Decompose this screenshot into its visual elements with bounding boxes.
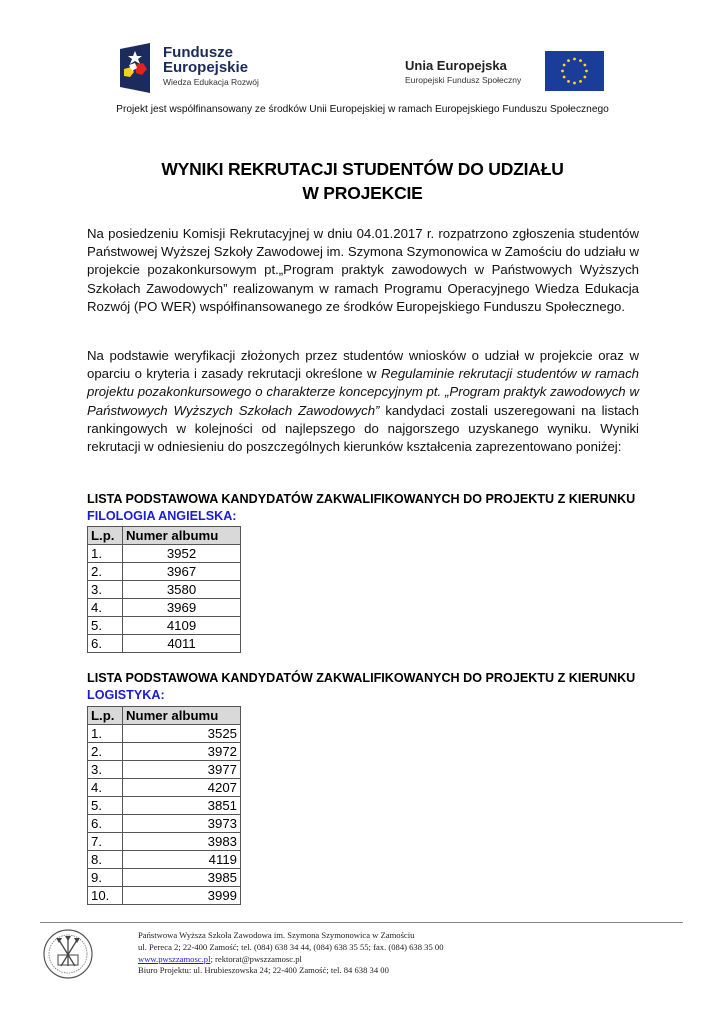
table-row [88,869,241,887]
eu-star-icon [583,76,586,79]
table-row [88,617,241,635]
footer-divider [40,922,683,923]
intro-paragraph: Na posiedzeniu Komisji Rekrutacyjnej w dniu 04.01.2017 r. rozpatrzono zgłoszenia studentów Państwowej Wyższej Szkoły Zawodowej im. Szymona Szymonowica w Zamościu do udziału w projekcie pozakonkursowym pt.„Program praktyk zawodowych w Państwowych Wyższych Szkołach Zawodowych” realizowanym w ramach Programu Operacyjnego Wiedza Edukacja Rozwój (PO WER) współfinansowanego ze środków Europejskiego Funduszu Społecznego. [87,226,639,314]
table-row [88,635,241,653]
row-number: 3. [88,581,123,599]
eu-star-icon [567,80,570,83]
criteria-text-1: Na podstawie weryfikacji złożonych przez studentów wniosków o udział w projekcie oraz w oparciu o kryteria i zasady rekrutacji określone w [87,348,639,382]
fundusze-europejskie-flag-icon [117,43,151,93]
table-row [88,599,241,617]
table-row [88,815,241,833]
table-header-row [88,707,241,725]
university-emblem-icon [42,928,94,980]
criteria-text-2: kandydaci zostali uszeregowani na listach rankingowych w kolejności od najlepszego do najgorszego uzyskanego wyniku. Wyniki rekrutacji w odniesieniu do poszczególnych kierunków kształcenia zaprezentowano poniżej: [87,402,639,455]
row-number: 5. [88,797,123,815]
row-number: 2. [88,743,123,761]
row-number: 10. [88,887,123,905]
page-title [0,157,725,205]
list-heading-text: LISTA PODSTAWOWA KANDYDATÓW ZAKWALIFIKOWANYCH DO PROJEKTU Z KIERUNKU [87,671,636,685]
row-number: 9. [88,869,123,887]
album-number: 4011 [123,635,241,653]
album-number: 3973 [123,815,241,833]
table-row [88,725,241,743]
results-table-logistyka [87,706,241,905]
eu-logo-text [405,58,521,85]
field-name: LOGISTYKA: [87,687,165,702]
row-number: 7. [88,833,123,851]
album-number: 3969 [123,599,241,617]
album-number: 4119 [123,851,241,869]
footer-institution: Państwowa Wyższa Szkoła Zawodowa im. Szymona Szymonowica w Zamościu [138,930,415,940]
row-number: 8. [88,851,123,869]
album-number: 3983 [123,833,241,851]
eu-flag-icon [545,51,604,91]
eu-star-icon [573,82,576,85]
eu-star-icon [563,76,566,79]
footer-contact: ul. Pereca 2; 22-400 Zamość; tel. (084) 638 34 44, (084) 638 35 55; fax. (084) 638 35 00 [138,941,444,952]
eu-star-icon [583,64,586,67]
fe-logo-subtitle: Wiedza Edukacja Rozwój [163,77,259,87]
eu-star-icon [585,70,588,73]
album-number: 3851 [123,797,241,815]
album-number: 3999 [123,887,241,905]
album-number: 3972 [123,743,241,761]
column-header-lp: L.p. [88,707,123,725]
list-heading-filologia [87,491,639,524]
page-title-line1: WYNIKI REKRUTACJI STUDENTÓW DO UDZIAŁU [161,159,564,179]
eu-star-icon [561,70,564,73]
row-number: 3. [88,761,123,779]
table-row [88,761,241,779]
table-row [88,743,241,761]
album-number: 3967 [123,563,241,581]
column-header-album: Numer albumu [123,527,241,545]
album-number: 3580 [123,581,241,599]
fundusze-europejskie-logo [117,43,287,93]
album-number: 3525 [123,725,241,743]
eu-star-icon [563,64,566,67]
website-link[interactable]: www.pwszzamosc.pl [138,953,211,964]
list-heading-text: LISTA PODSTAWOWA KANDYDATÓW ZAKWALIFIKOWANYCH DO PROJEKTU Z KIERUNKU [87,492,636,506]
fe-logo-line2: Europejskie [163,59,249,76]
table-row [88,779,241,797]
row-number: 4. [88,599,123,617]
table-row [88,851,241,869]
row-number: 2. [88,563,123,581]
criteria-paragraph [87,347,639,456]
fe-logo-line1: Fundusze [163,44,233,61]
cofinancing-note: Projekt jest współfinansowany ze środków Unii Europejskiej w ramach Europejskiego Funduszu Społecznego [116,104,609,115]
table-row [88,581,241,599]
row-number: 6. [88,635,123,653]
eu-star-icon [573,58,576,61]
row-number: 6. [88,815,123,833]
eu-star-icon [579,59,582,62]
footer-email: ; rektorat@pwszzamosc.pl [210,953,302,964]
row-number: 1. [88,725,123,743]
regulation-title: Regulaminie rekrutacji studentów w ramach projektu pozakonkursowego o charakterze koncepcyjnym pt. „Program praktyk zawodowych w Państwowych Wyższych Szkołach Zawodowych” [87,366,639,418]
footer-web-line [138,954,444,966]
footer-address [138,930,444,977]
table-row [88,797,241,815]
album-number: 4207 [123,779,241,797]
album-number: 4109 [123,617,241,635]
eu-logo-title: Unia Europejska [405,58,507,73]
table-row [88,563,241,581]
album-number: 3985 [123,869,241,887]
table-row [88,545,241,563]
page-title-line2: W PROJEKCIE [302,183,423,203]
column-header-lp: L.p. [88,527,123,545]
table-row [88,833,241,851]
results-table-filologia [87,526,241,653]
table-row [88,887,241,905]
column-header-album: Numer albumu [123,707,241,725]
album-number: 3952 [123,545,241,563]
field-name: FILOLOGIA ANGIELSKA: [87,508,237,523]
row-number: 1. [88,545,123,563]
eu-star-icon [579,80,582,83]
row-number: 4. [88,779,123,797]
table-header-row [88,527,241,545]
list-heading-logistyka [87,670,639,703]
eu-star-icon [567,59,570,62]
album-number: 3977 [123,761,241,779]
eu-logo-subtitle: Europejski Fundusz Społeczny [405,75,522,85]
footer-project-office: Biuro Projektu: ul. Hrubieszowska 24; 22-400 Zamość; tel. 84 638 34 00 [138,965,389,976]
row-number: 5. [88,617,123,635]
